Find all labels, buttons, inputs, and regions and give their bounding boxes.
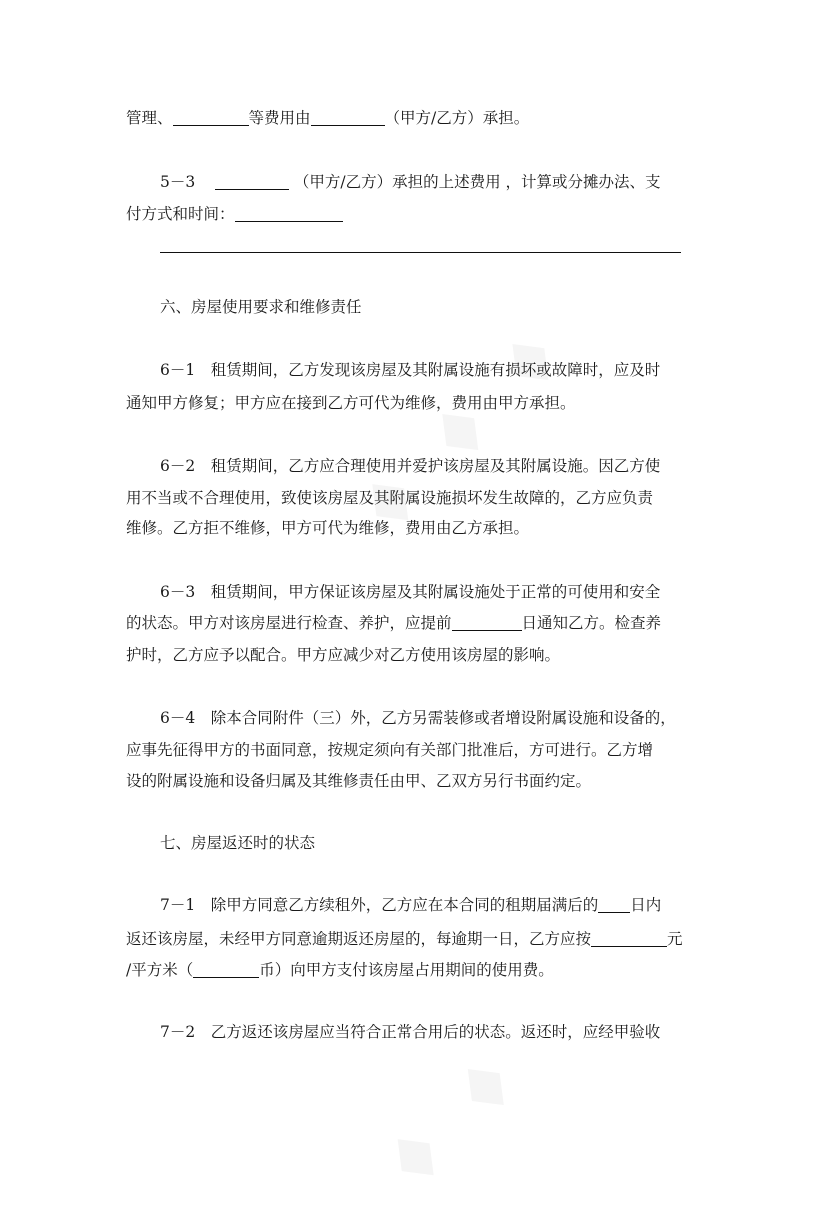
watermark (366, 1033, 543, 1209)
fill-blank[interactable] (173, 111, 249, 126)
fill-blank[interactable] (235, 207, 343, 222)
clause-6-4: 6－4 除本合同附件（三）外，乙方另需装修或者增设附属设施和设备的， (160, 709, 676, 727)
fill-blank[interactable] (215, 175, 289, 190)
fill-blank[interactable] (193, 963, 259, 978)
fill-blank[interactable] (311, 111, 385, 126)
line: 付方式和时间： (126, 204, 343, 224)
section-heading: 六、房屋使用要求和维修责任 (160, 298, 362, 316)
clause-7-1: 7－1 除甲方同意乙方续租外，乙方应在本合同的租期届满后的 日内 (160, 896, 662, 914)
section-heading: 七、房屋返还时的状态 (160, 834, 316, 852)
fill-blank[interactable] (591, 932, 667, 947)
fill-line[interactable] (160, 252, 681, 253)
clause-6-1: 6－1 租赁期间，乙方发现该房屋及其附属设施有损坏或故障时，应及时 (160, 361, 661, 379)
clause-6-2: 6－2 租赁期间，乙方应合理使用并爱护该房屋及其附属设施。因乙方使 (160, 457, 661, 475)
line: 管理、 等费用由 （甲方/乙方）承担。 (126, 109, 530, 127)
clause-7-2: 7－2 乙方返还该房屋应当符合正常合用后的状态。返还时，应经甲验收 (160, 1023, 661, 1041)
fill-blank[interactable] (598, 898, 630, 913)
clause-6-3: 6－3 租赁期间，甲方保证该房屋及其附属设施处于正常的可使用和安全 (160, 583, 661, 601)
clause-5-3: 5－3 （甲方/乙方）承担的上述费用 ，计算或分摊办法、支 (160, 173, 661, 191)
fill-blank[interactable] (452, 616, 522, 631)
